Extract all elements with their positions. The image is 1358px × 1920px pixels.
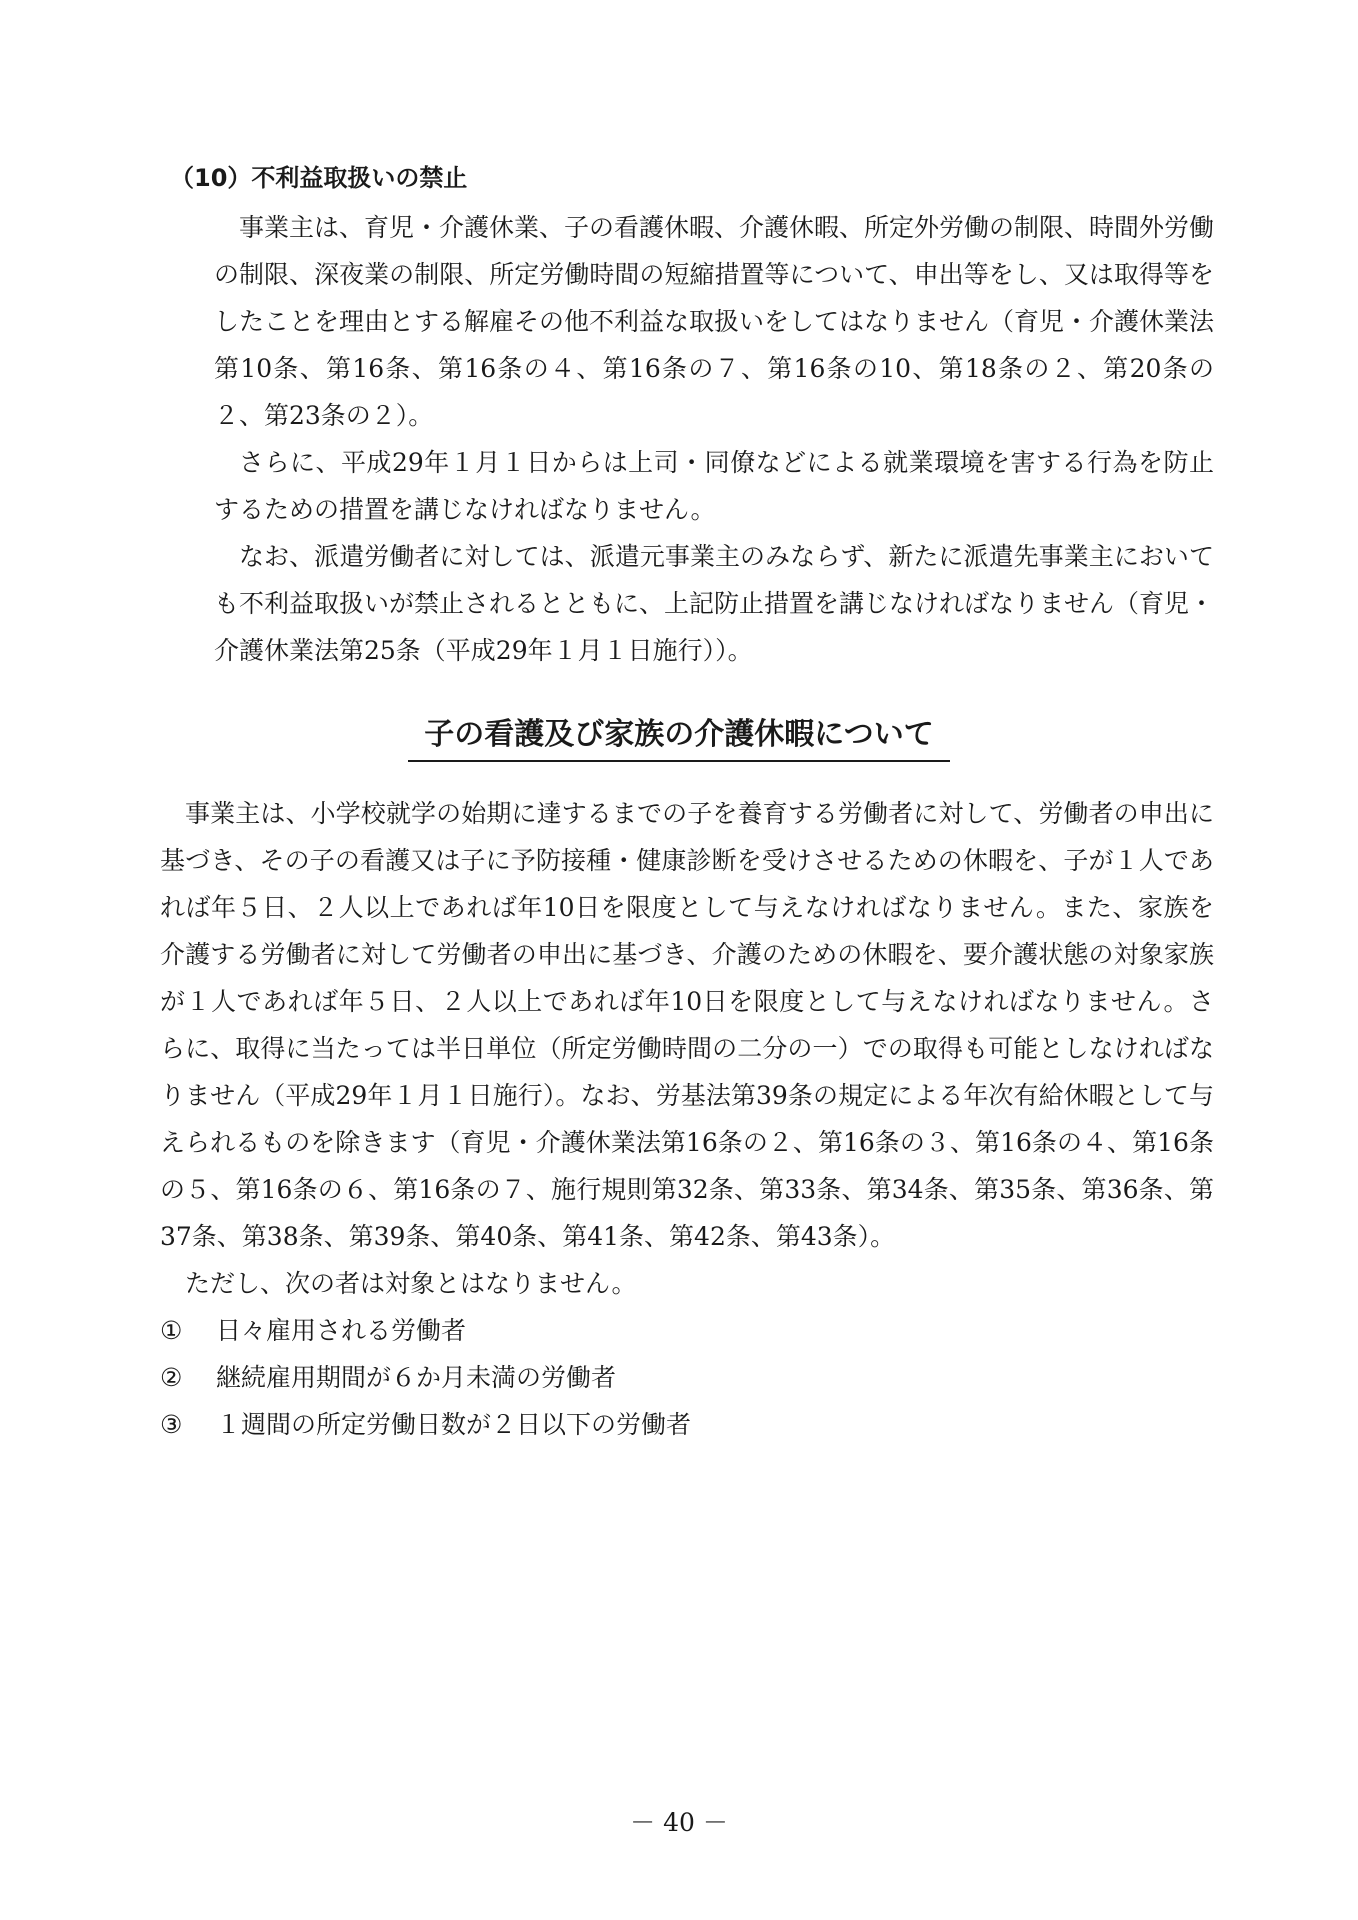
- exclusion-text: １週間の所定労働日数が２日以下の労働者: [216, 1410, 692, 1439]
- section-10-paragraph-1: 事業主は、育児・介護休業、子の看護休暇、介護休暇、所定外労働の制限、時間外労働の制限、深夜業の制限、所定労働時間の短縮措置等について、申出等をし、又は取得等をしたことを理由とする解雇その他不利益な取扱いをしてはなりません（育児・介護休業法第10条、第16条、第16条の４、第16条の７、第16条の10、第18条の２、第20条の２、第23条の２）。: [214, 213, 1215, 430]
- section-10-paragraph-3: なお、派遣労働者に対しては、派遣元事業主のみならず、新たに派遣先事業主においても不利益取扱いが禁止されるとともに、上記防止措置を講じなければなりません（育児・介護休業法第25条（平成29年１月１日施行））。: [214, 542, 1215, 665]
- exclusion-number: ②: [160, 1363, 183, 1392]
- main-section-paragraph: 事業主は、小学校就学の始期に達するまでの子を養育する労働者に対して、労働者の申出に基づき、その子の看護又は子に予防接種・健康診断を受けさせるための休暇を、子が１人であれば年５日、２人以上であれば年10日を限度として与えなければなりません。また、家族を介護する労働者に対して労働者の申出に基づき、介護のための休暇を、要介護状態の対象家族が１人であれば年５日、２人以上であれば年10日を限度として与えなければなりません。さらに、取得に当たっては半日単位（所定労働時間の二分の一）での取得も可能としなければなりません（平成29年１月１日施行）。なお、労基法第39条の規定による年次有給休暇として与えられるものを除きます（育児・介護休業法第16条の２、第16条の３、第16条の４、第16条の５、第16条の６、第16条の７、施行規則第32条、第33条、第34条、第35条、第36条、第37条、第38条、第39条、第40条、第41条、第42条、第43条）。: [160, 799, 1214, 1251]
- exclusion-number: ①: [160, 1316, 183, 1345]
- exclusion-text: 日々雇用される労働者: [216, 1316, 467, 1345]
- exclusion-intro: ただし、次の者は対象とはなりません。: [185, 1269, 637, 1298]
- exclusion-list: [160, 1307, 1214, 1448]
- exclusion-item: [160, 1401, 1214, 1448]
- exclusion-number: ③: [160, 1410, 183, 1439]
- exclusion-item: [160, 1354, 1214, 1401]
- main-section-body: [160, 790, 1214, 1448]
- page-number: － 40 －: [630, 1808, 728, 1837]
- main-heading-wrapper: [0, 714, 1358, 762]
- section-10-heading: （10）不利益取扱いの禁止: [170, 164, 468, 192]
- main-section-heading: 子の看護及び家族の介護休暇について: [408, 714, 949, 762]
- section-10-paragraph-2: さらに、平成29年１月１日からは上司・同僚などによる就業環境を害する行為を防止するための措置を講じなければなりません。: [214, 448, 1214, 524]
- exclusion-item: [160, 1307, 1214, 1354]
- exclusion-text: 継続雇用期間が６か月未満の労働者: [216, 1363, 617, 1392]
- section-10-body: [214, 204, 1214, 674]
